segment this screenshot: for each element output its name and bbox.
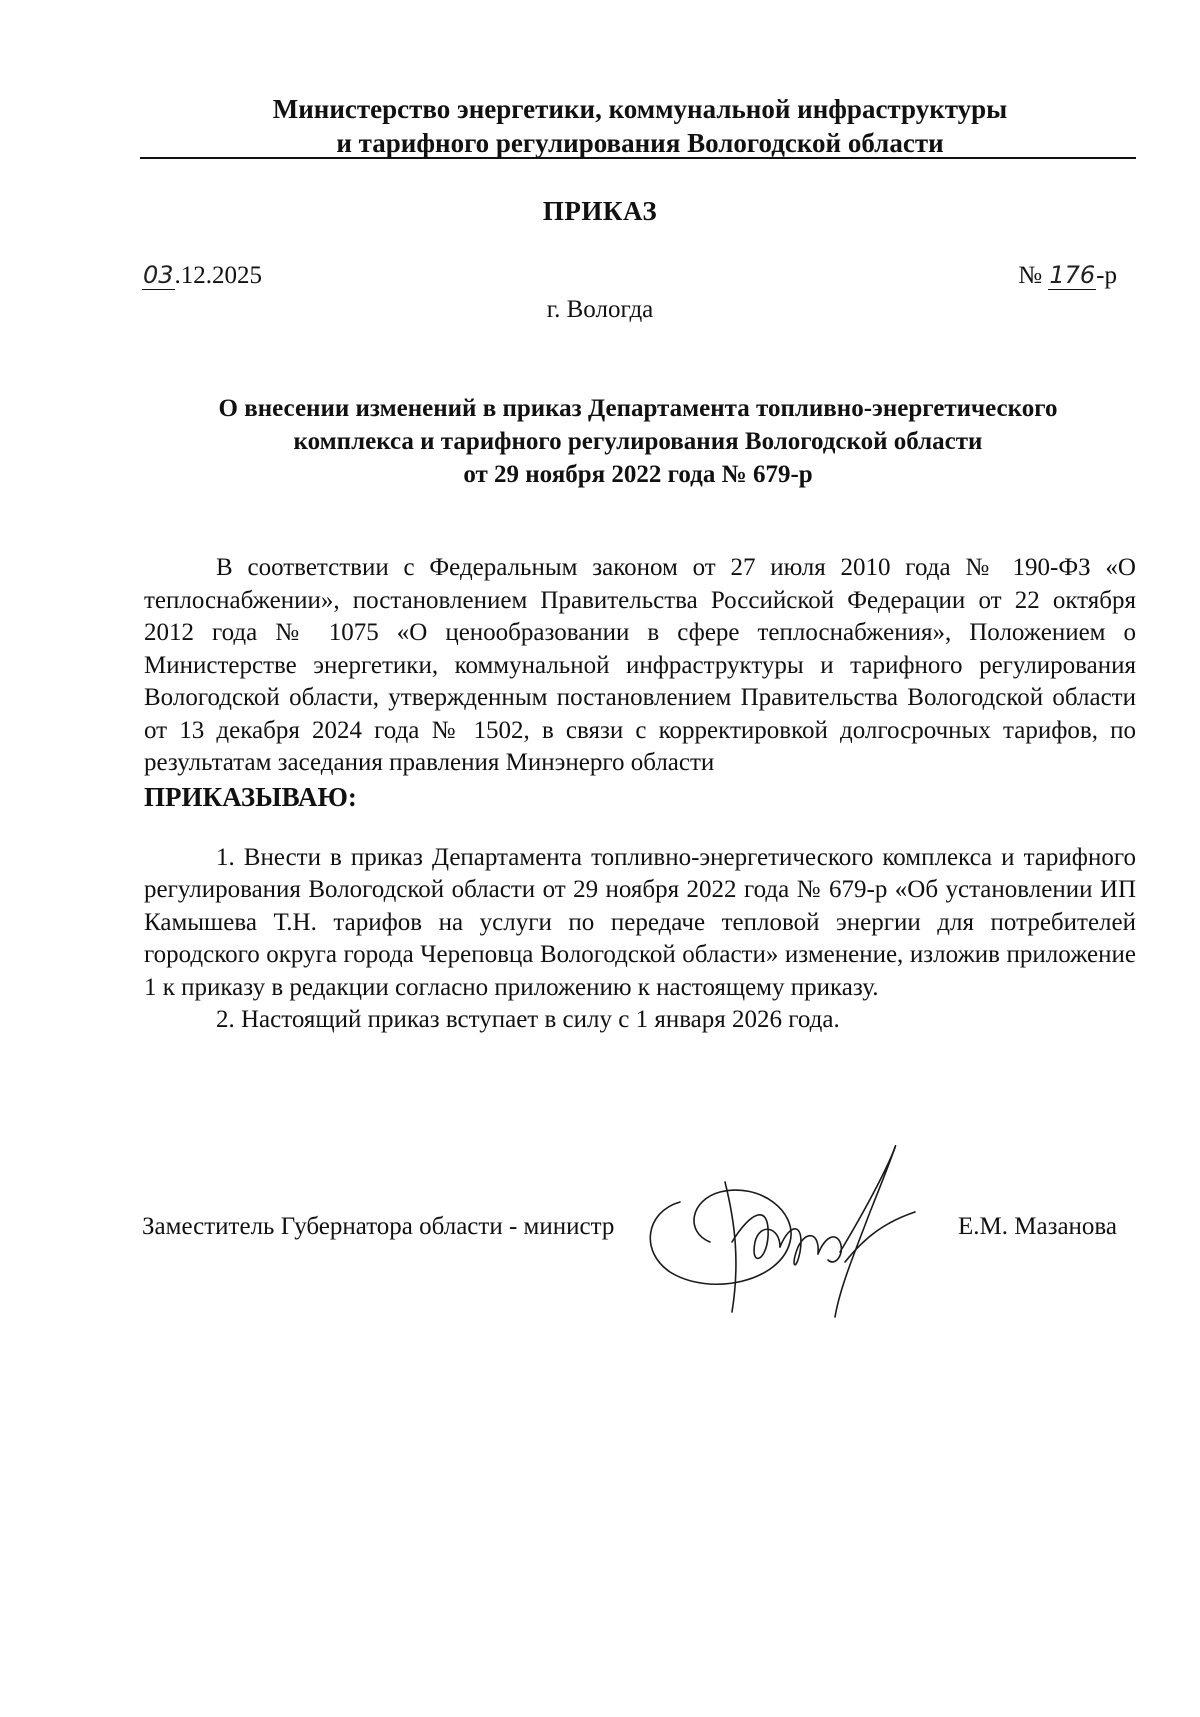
header-rule: [140, 157, 1136, 159]
order-item-1: 1. Внести в приказ Департамента топливно-энергетического комплекса и тарифного регулирования Вологодской области от 29 ноября 2022 года № 679-р «Об установлении ИП Камышева Т.Н. тарифов на услуги по передаче тепловой энергии для потребителей городского округа города Череповца Вологодской области» изменение, изложив приложение 1 к приказу в редакции согласно приложению к настоящему приказу.: [144, 843, 1136, 1001]
subject-line2: комплекса и тарифного регулирования Вологодской области: [293, 428, 983, 455]
order-item-2: 2. Настоящий приказ вступает в силу с 1 января 2026 года.: [216, 1006, 840, 1033]
subject-line1: О внесении изменений в приказ Департамента топливно-энергетического: [218, 395, 1058, 422]
ministry-header: [150, 92, 1130, 160]
signer-position: Заместитель Губернатора области - министр: [142, 1213, 615, 1240]
preamble-paragraph: В соответствии с Федеральным законом от 27 июля 2010 года № 190-ФЗ «О теплоснабжении», постановлением Правительства Российской Федерации от 22 октября 2012 года № 1075 «О ценообразовании в сфере теплоснабжения», Положением о Министерстве энергетики, коммунальной инфраструктуры и тарифного регулирования Вологодской области, утвержденным постановлением Правительства Вологодской области от 13 декабря 2024 года № 1502, в связи с корректировкой долгосрочных тарифов, по результатам заседания правления Минэнерго области: [144, 554, 1136, 776]
number-suffix: -р: [1096, 262, 1117, 289]
order-body: [144, 552, 1136, 1037]
order-city: г. Вологда: [546, 296, 654, 323]
number-prefix: №: [1018, 262, 1049, 289]
handwritten-signature: [640, 1142, 960, 1322]
order-date: [142, 261, 262, 290]
order-subject: [140, 392, 1136, 491]
ministry-name-line2: и тарифного регулирования Вологодской области: [336, 128, 944, 158]
ministry-name-line1: Министерство энергетики, коммунальной инфраструктуры: [272, 94, 1008, 124]
decree-heading: ПРИКАЗЫВАЮ:: [144, 781, 357, 812]
order-title: ПРИКАЗ: [542, 196, 658, 226]
subject-line3: от 29 ноября 2022 года № 679-р: [463, 461, 813, 488]
date-printed: .12.2025: [174, 262, 263, 289]
number-handwritten: 176: [1049, 261, 1096, 289]
order-number: [1018, 261, 1117, 290]
signer-name: Е.М. Мазанова: [958, 1213, 1117, 1240]
date-handwritten-day: 03: [143, 261, 174, 289]
